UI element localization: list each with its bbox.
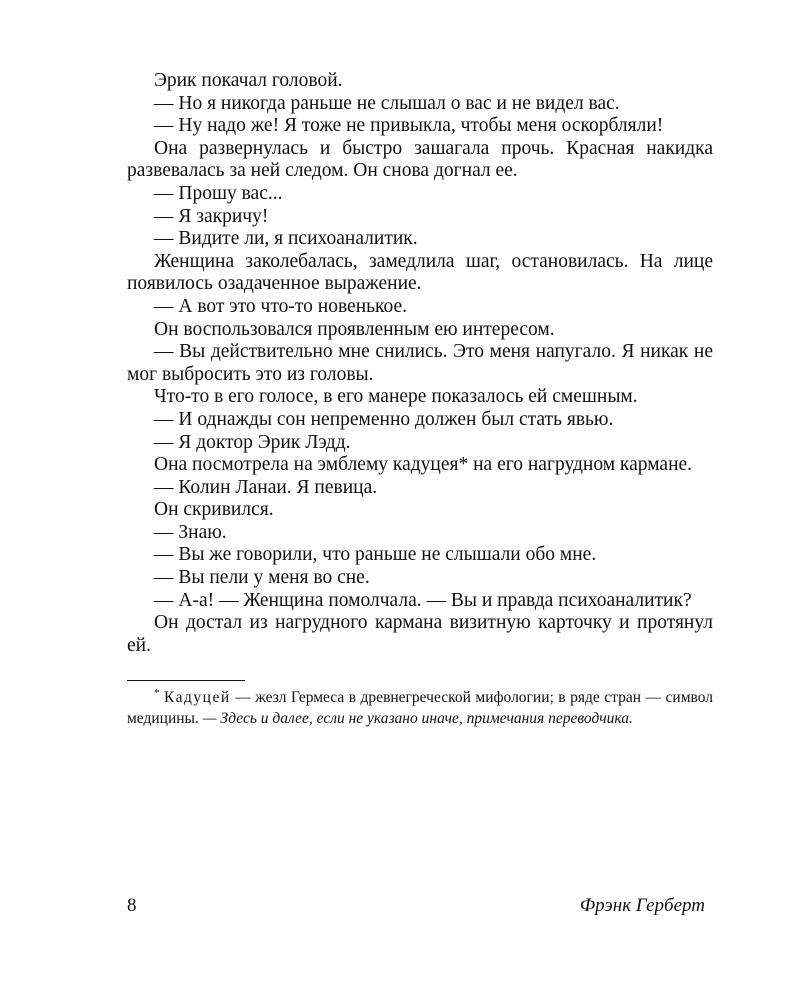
paragraph: Женщина заколебалась, замедлила шаг, остановилась. На лице появилось озадаченное выражение. <box>127 250 713 295</box>
paragraph: — Я доктор Эрик Лэдд. <box>154 431 351 453</box>
paragraph: — Но я никогда раньше не слышал о вас и не видел вас. <box>154 92 620 114</box>
paragraph: — Ну надо же! Я тоже не привыкла, чтобы меня оскорбляли! <box>154 115 664 137</box>
footnote-translator-note: — Здесь и далее, если не указано иначе, примечания переводчика. <box>202 710 633 728</box>
footnote <box>127 687 713 729</box>
paragraph: Он воспользовался проявленным ею интересом. <box>154 318 555 340</box>
paragraph: — Я закричу! <box>154 205 269 227</box>
paragraph: — Вы же говорили, что раньше не слышали обо мне. <box>154 544 597 566</box>
paragraph: Он достал из нагрудного кармана визитную карточку и протянул ей. <box>127 612 713 656</box>
paragraph: — Вы действительно мне снились. Это меня напугало. Я никак не мог выбросить это из головы. <box>127 341 713 385</box>
paragraph: — А-а! — Женщина помолчала. — Вы и правда психоаналитик? <box>154 589 692 611</box>
running-author: Фрэнк Герберт <box>579 895 705 916</box>
footnote-definition: — жезл Гермеса в древнегреческой мифологии; в ряде стран — символ медицины. <box>127 689 713 728</box>
book-page <box>127 70 713 930</box>
footnote-divider <box>127 680 245 681</box>
paragraph: — Видите ли, я психоаналитик. <box>154 228 418 250</box>
footnote-marker: * <box>154 687 160 700</box>
paragraph: — И однажды сон непременно должен был стать явью. <box>154 408 614 430</box>
paragraph: — А вот это что-то новенькое. <box>154 295 408 317</box>
paragraph: Она посмотрела на эмблему кадуцея* на его нагрудном кармане. <box>154 454 693 476</box>
paragraph: — Колин Ланаи. Я певица. <box>154 476 378 498</box>
paragraph: Эрик покачал головой. <box>154 70 343 91</box>
paragraph: — Прошу вас... <box>154 182 283 204</box>
paragraph: Она развернулась и быстро зашагала прочь. Красная накидка развевалась за ней следом. Он снова догнал ее. <box>127 137 713 182</box>
paragraph: — Знаю. <box>154 521 227 543</box>
paragraph: Он скривился. <box>154 499 274 521</box>
body-text <box>127 70 713 657</box>
paragraph: — Вы пели у меня во сне. <box>154 567 370 589</box>
page-number: 8 <box>127 895 137 916</box>
footnote-term: Кадуцей <box>164 689 231 707</box>
paragraph: Что-то в его голосе, в его манере показалось ей смешным. <box>154 386 638 408</box>
